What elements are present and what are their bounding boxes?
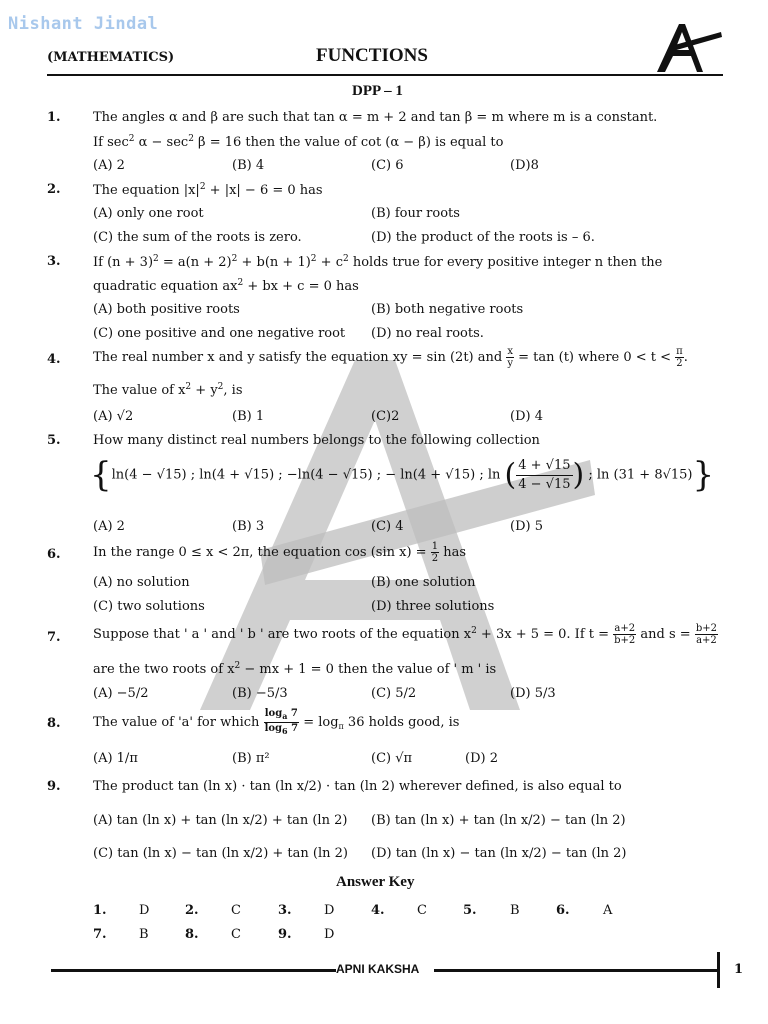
option: (C) 6 xyxy=(371,158,404,173)
question-text: are the two roots of $x^2$ − mx + 1 = 0 then the value of ' m ' is xyxy=(93,661,497,677)
answer-entry: 1. xyxy=(93,903,107,918)
option: (C) 5/2 xyxy=(371,686,417,701)
answer-entry: A xyxy=(603,903,613,918)
answer-entry: C xyxy=(417,903,427,918)
answer-entry: C xyxy=(231,927,241,942)
answer-entry: 9. xyxy=(278,927,292,942)
page-number: 1 xyxy=(734,962,744,977)
subject-label: (MATHEMATICS) xyxy=(47,50,175,65)
set-expression: {ln(4 − √15) ; ln(4 + √15) ; −ln(4 − √15) ; − ln(4 + √15) ; ln ( $\frac{4 + √15}{4 - √15}$ ) ; ln (31 + 8√15)} xyxy=(90,455,715,495)
answer-entry: D xyxy=(139,903,150,918)
option: (D) tan (ln x) − tan (ln x/2) − tan (ln 2) xyxy=(371,846,627,861)
footer-brand: APNI KAKSHA xyxy=(336,962,420,976)
question-number: 5. xyxy=(47,433,61,448)
answer-entry: D xyxy=(324,927,335,942)
question-text: If $(n + 3)^2 = a(n + 2)^2 + b(n + 1)^2 + c^2$ holds true for every positive integer n then the xyxy=(93,254,663,270)
question-text: quadratic equation $ax^2$ + bx + c = 0 has xyxy=(93,278,359,294)
answer-entry: 6. xyxy=(556,903,570,918)
author-watermark: Nishant Jindal xyxy=(8,14,159,34)
question-text: The real number x and y satisfy the equation xy = sin (2t) and $\frac{x}{y}$ = tan (t) where 0 < t < $\frac{\pi}{2}$ . xyxy=(93,346,688,369)
option: (A) 2 xyxy=(93,519,125,534)
question-number: 4. xyxy=(47,352,61,367)
option: (A) tan (ln x) + tan (ln x/2) + tan (ln 2) xyxy=(93,813,348,828)
question-number: 2. xyxy=(47,182,61,197)
option: (C) tan (ln x) − tan (ln x/2) + tan (ln 2) xyxy=(93,846,348,861)
answer-entry: C xyxy=(231,903,241,918)
option: (A) 1/π xyxy=(93,751,138,766)
question-number: 3. xyxy=(47,254,61,269)
answer-key-title: Answer Key xyxy=(336,874,415,890)
footer-rule-right xyxy=(434,969,719,972)
option: (B) 3 xyxy=(232,519,265,534)
answer-entry: 7. xyxy=(93,927,107,942)
option: (A) 2 xyxy=(93,158,125,173)
option: (B) both negative roots xyxy=(371,302,524,317)
option: (C) the sum of the roots is zero. xyxy=(93,230,302,245)
footer-divider xyxy=(717,952,720,988)
question-text: Suppose that ' a ' and ' b ' are two roots of the equation $x^2 + 3x + 5 = 0$. If t = $\frac{a+2}{b+2}$ and s = $\frac{b+2}{a+2}$ xyxy=(93,623,717,646)
option: (D)8 xyxy=(510,158,539,173)
answer-entry: 8. xyxy=(185,927,199,942)
question-text: In the range 0 ≤ x < 2π, the equation cos (sin x) = $\frac{1}{2}$ has xyxy=(93,541,467,564)
option: (B) tan (ln x) + tan (ln x/2) − tan (ln 2) xyxy=(371,813,626,828)
option: (D) three solutions xyxy=(371,599,495,614)
answer-entry: 3. xyxy=(278,903,292,918)
answer-entry: 4. xyxy=(371,903,385,918)
option: (D) 5 xyxy=(510,519,543,534)
option: (C) √π xyxy=(371,751,413,766)
option: (C) 4 xyxy=(371,519,404,534)
footer-rule-left xyxy=(51,969,336,972)
question-number: 9. xyxy=(47,779,61,794)
dpp-heading: DPP – 1 xyxy=(352,83,403,99)
option: (C)2 xyxy=(371,409,400,424)
answer-entry: D xyxy=(324,903,335,918)
question-number: 8. xyxy=(47,716,61,731)
page-title: FUNCTIONS xyxy=(316,45,428,66)
option: (A) −5/2 xyxy=(93,686,149,701)
question-text: The value of $x^2 + y^2$, is xyxy=(93,382,243,398)
question-number: 6. xyxy=(47,547,61,562)
option: (B) 1 xyxy=(232,409,265,424)
brand-logo-icon xyxy=(653,20,723,74)
option: (D) no real roots. xyxy=(371,326,484,341)
answer-entry: 5. xyxy=(463,903,477,918)
answer-entry: 2. xyxy=(185,903,199,918)
option: (C) two solutions xyxy=(93,599,205,614)
option: (B) 4 xyxy=(232,158,265,173)
option: (D) 4 xyxy=(510,409,543,424)
question-text: The angles α and β are such that tan α = m + 2 and tan β = m where m is a constant. xyxy=(93,110,658,125)
option: (B) four roots xyxy=(371,206,460,221)
question-text: The product tan (ln x) · tan (ln x/2) · tan (ln 2) wherever defined, is also equal to xyxy=(93,779,622,794)
header-rule xyxy=(47,74,723,76)
option: (D) the product of the roots is – 6. xyxy=(371,230,595,245)
answer-entry: B xyxy=(139,927,149,942)
option: (A) no solution xyxy=(93,575,190,590)
question-text: The equation $|x|^2 + |x| - 6 = 0$ has xyxy=(93,182,323,198)
option: (B) π² xyxy=(232,751,270,766)
question-text: If $\sec^2 \alpha - \sec^2 \beta = 16$ then the value of cot (α − β) is equal to xyxy=(93,134,504,150)
option: (A) both positive roots xyxy=(93,302,240,317)
option: (B) −5/3 xyxy=(232,686,288,701)
question-number: 1. xyxy=(47,110,61,125)
option: (C) one positive and one negative root xyxy=(93,326,346,341)
option: (A) only one root xyxy=(93,206,204,221)
option: (D) 2 xyxy=(465,751,498,766)
option: (D) 5/3 xyxy=(510,686,556,701)
option: (A) √2 xyxy=(93,409,134,424)
question-text: How many distinct real numbers belongs to the following collection xyxy=(93,433,540,448)
option: (B) one solution xyxy=(371,575,476,590)
question-text: The value of 'a' for which $\frac{\log_a 7}{\log_6 7}$ = $\log_\pi 36$ holds good, is xyxy=(93,708,460,736)
question-number: 7. xyxy=(47,630,61,645)
answer-entry: B xyxy=(510,903,520,918)
